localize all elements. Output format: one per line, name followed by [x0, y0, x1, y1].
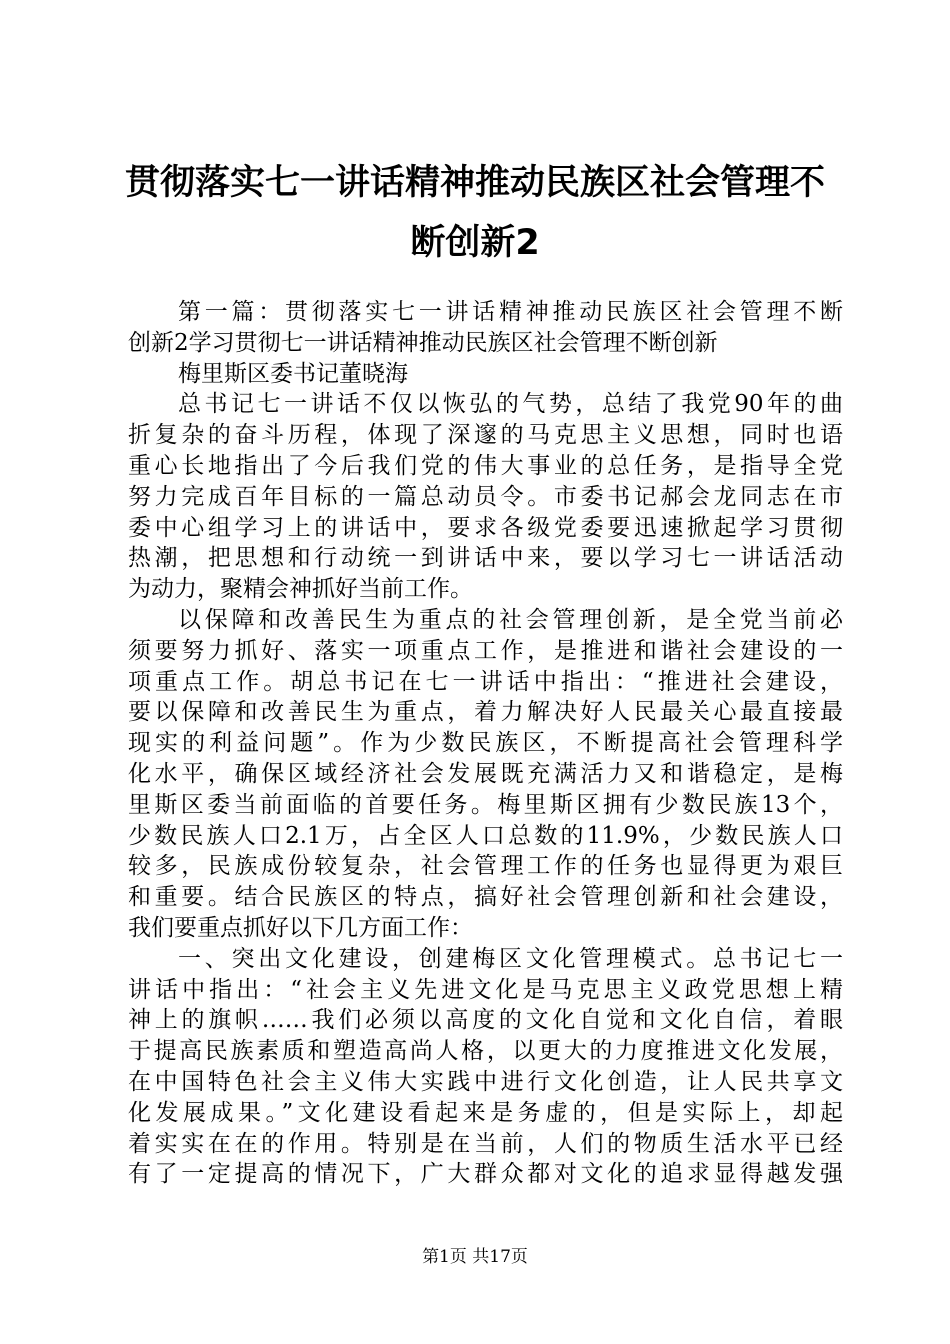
document-title-line-1: 贯彻落实七一讲话精神推动民族区社会管理不 [124, 163, 825, 203]
body-text-line: 现实的利益问题”。作为少数民族区，不断提高社会管理科学 [128, 730, 843, 757]
page-footer: 第1页 共17页 [422, 1247, 528, 1267]
document-body [128, 297, 843, 1190]
body-text-line: 少数民族人口2.1万，占全区人口总数的11.9%，少数民族人口 [128, 822, 843, 849]
body-text-line: 重心长地指出了今后我们党的伟大事业的总任务，是指导全党 [128, 452, 843, 479]
body-text-line: 努力完成百年目标的一篇总动员令。市委书记郝会龙同志在市 [128, 483, 843, 510]
body-text-line: 创新2学习贯彻七一讲话精神推动民族区社会管理不断创新 [128, 329, 718, 356]
body-text-line: 神上的旗帜……我们必须以高度的文化自觉和文化自信，着眼 [128, 1007, 843, 1034]
body-text-line: 讲话中指出：“社会主义先进文化是马克思主义政党思想上精 [128, 976, 843, 1003]
body-text-line: 里斯区委当前面临的首要任务。梅里斯区拥有少数民族13个， [128, 791, 843, 818]
body-text-line: 着实实在在的作用。特别是在当前，人们的物质生活水平已经 [128, 1130, 843, 1157]
body-text-line: 较多，民族成份较复杂，社会管理工作的任务也显得更为艰巨 [128, 853, 843, 880]
body-text-line: 为动力，聚精会神抓好当前工作。 [128, 576, 473, 603]
body-text-line: 委中心组学习上的讲话中，要求各级党委要迅速掀起学习贯彻 [128, 514, 843, 541]
body-text-line: 要以保障和改善民生为重点，着力解决好人民最关心最直接最 [128, 699, 843, 726]
body-text-line: 须要努力抓好、落实一项重点工作，是推进和谐社会建设的一 [128, 637, 843, 664]
body-text-line: 项重点工作。胡总书记在七一讲话中指出：“推进社会建设， [128, 668, 843, 695]
body-text-line: 总书记七一讲话不仅以恢弘的气势，总结了我党90年的曲 [178, 391, 843, 418]
body-text-line: 一、突出文化建设，创建梅区文化管理模式。总书记七一 [178, 945, 843, 972]
body-text-line: 于提高民族素质和塑造高尚人格，以更大的力度推进文化发展， [128, 1038, 843, 1065]
body-text-line: 在中国特色社会主义伟大实践中进行文化创造，让人民共享文 [128, 1068, 843, 1095]
body-text-line: 化水平，确保区域经济社会发展既充满活力又和谐稳定，是梅 [128, 760, 843, 787]
body-text-line: 梅里斯区委书记董晓海 [178, 360, 408, 387]
body-text-line: 和重要。结合民族区的特点，搞好社会管理创新和社会建设， [128, 884, 843, 911]
body-text-line: 热潮，把思想和行动统一到讲话中来，要以学习七一讲话活动 [128, 545, 843, 572]
body-text-line: 折复杂的奋斗历程，体现了深邃的马克思主义思想，同时也语 [128, 422, 843, 449]
body-text-line: 第一篇：贯彻落实七一讲话精神推动民族区社会管理不断 [178, 299, 843, 325]
document-title-line-2: 断创新2 [410, 223, 540, 263]
body-text-line: 化发展成果。”文化建设看起来是务虚的，但是实际上，却起 [128, 1099, 843, 1126]
body-text-line: 以保障和改善民生为重点的社会管理创新，是全党当前必 [178, 606, 843, 633]
body-text-line: 我们要重点抓好以下几方面工作： [128, 914, 473, 941]
body-text-line: 有了一定提高的情况下，广大群众都对文化的追求显得越发强 [128, 1161, 843, 1188]
